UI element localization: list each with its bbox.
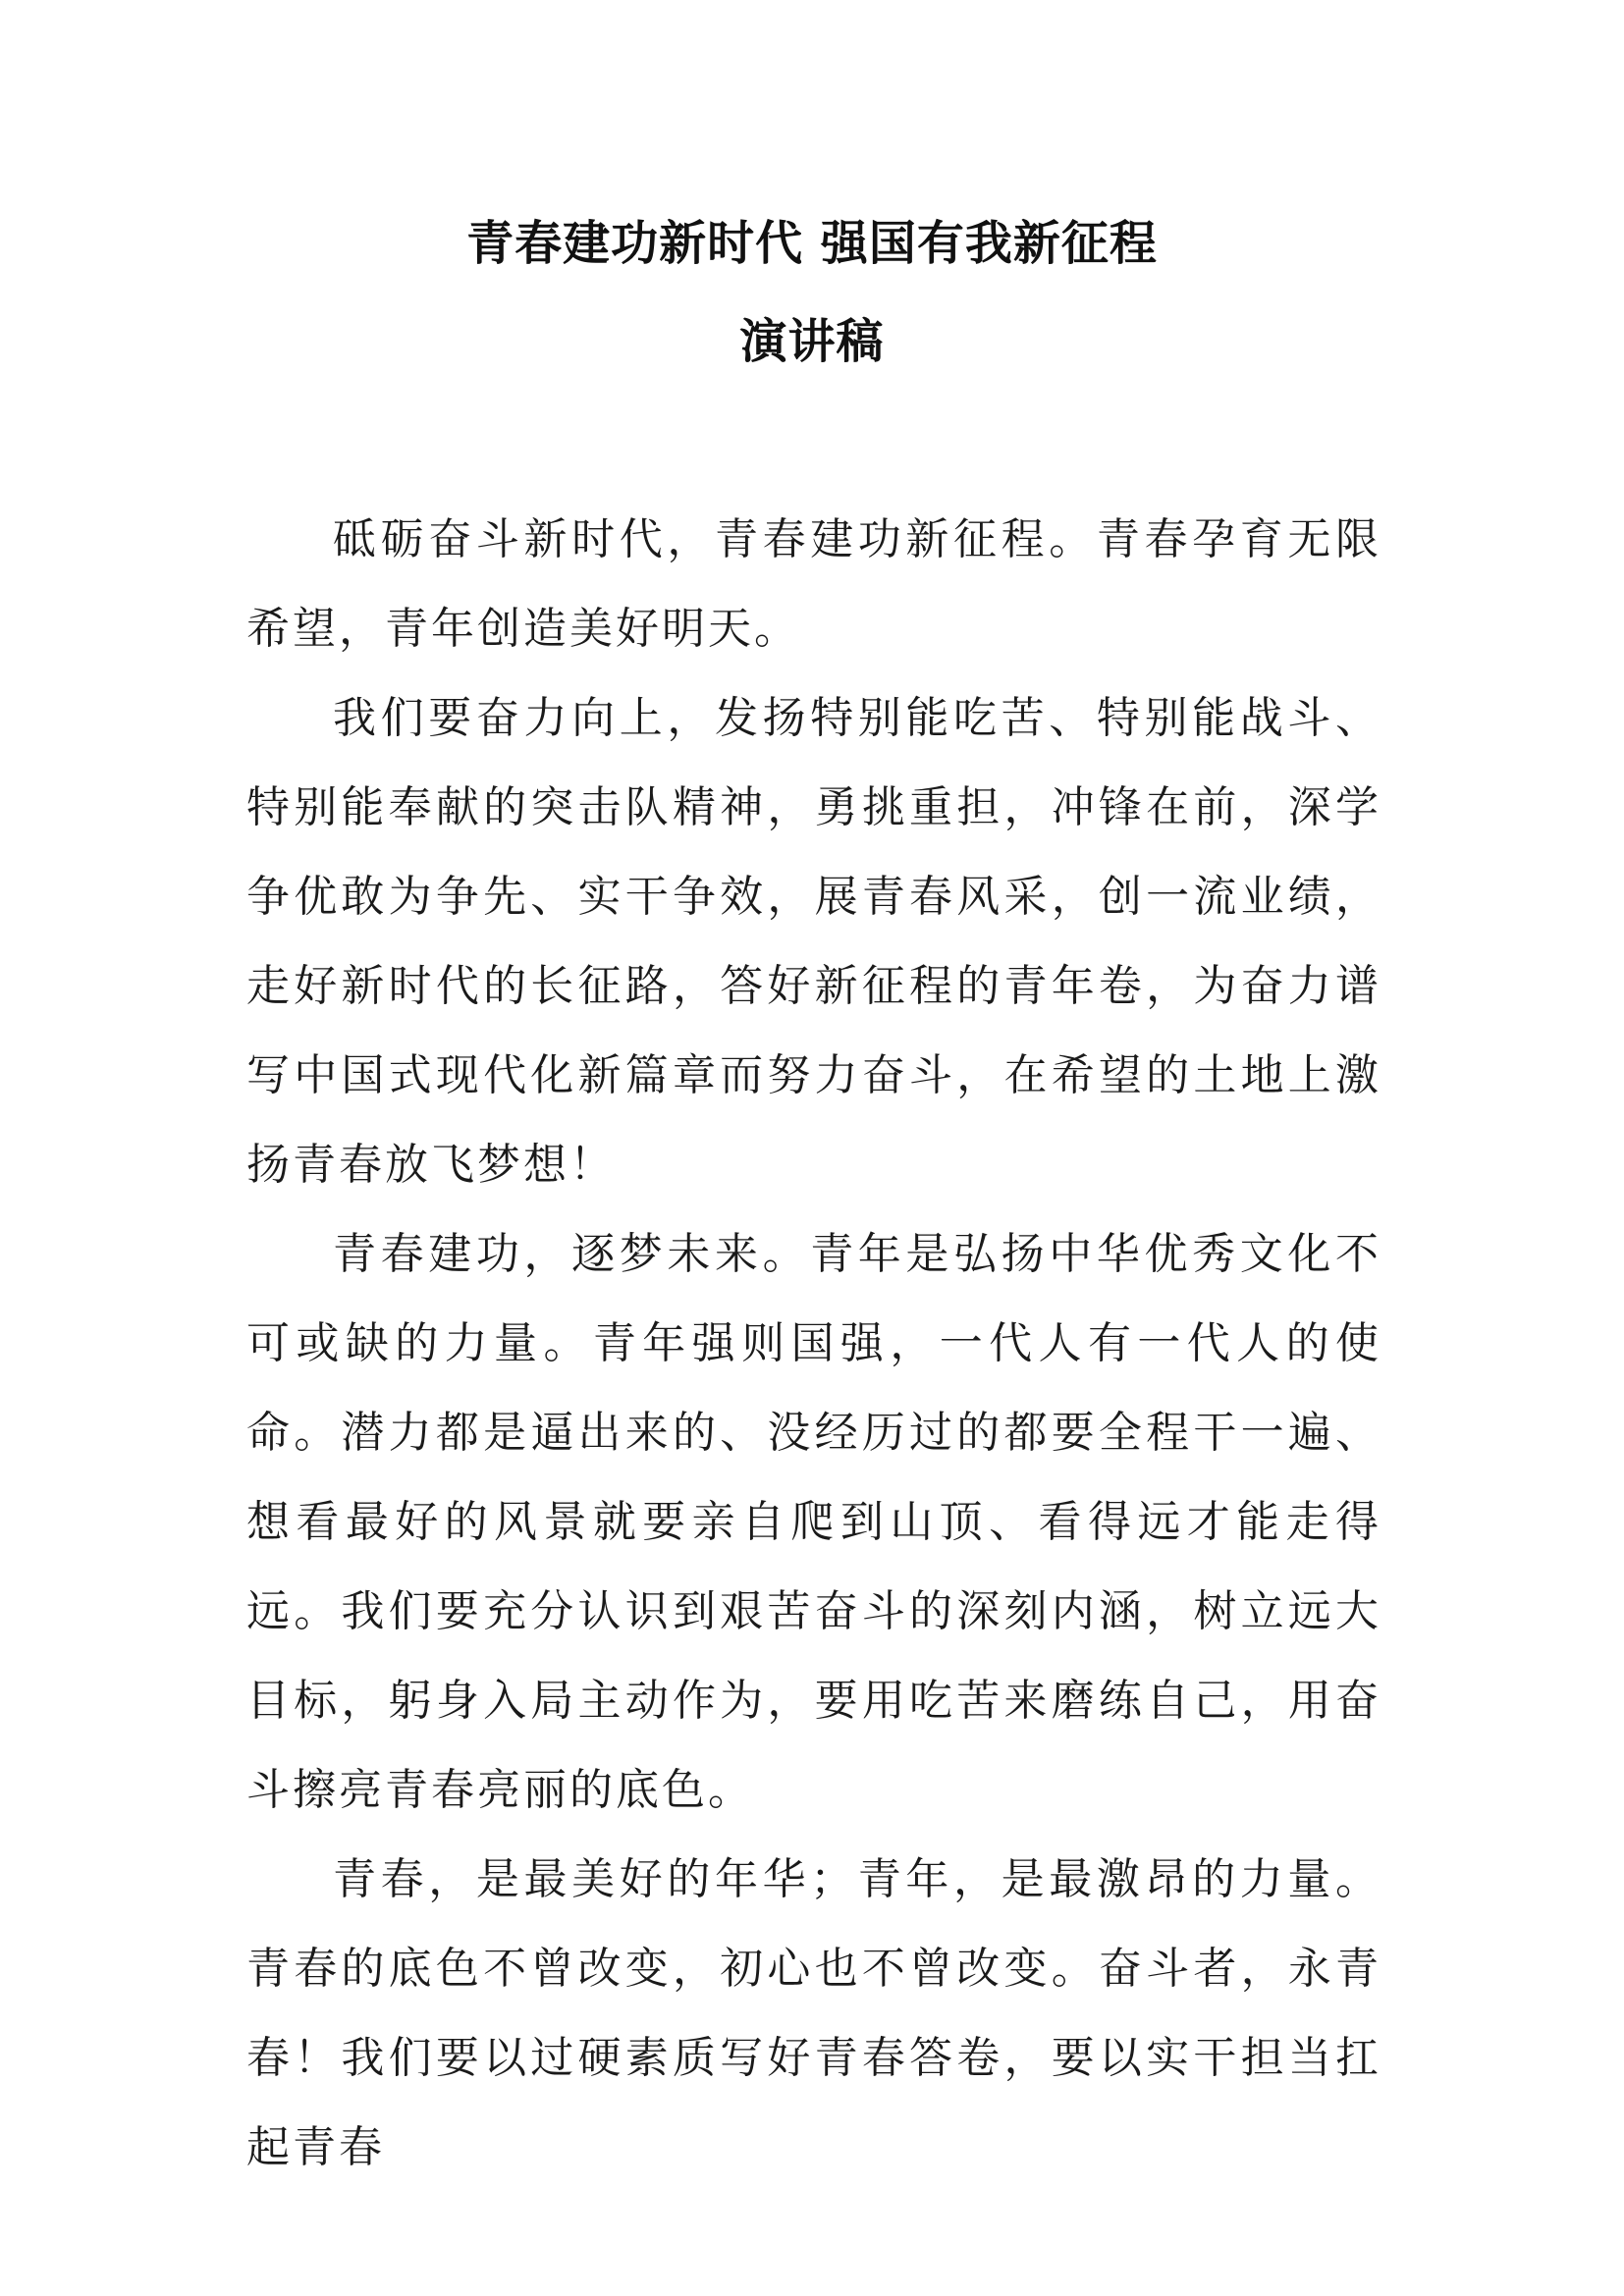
document-title: 青春建功新时代 强国有我新征程 (466, 216, 1158, 271)
paragraph-3: 青春建功，逐梦未来。青年是弘扬中华优秀文化不可或缺的力量。青年强则国强，一代人有一代人的使命。潜力都是逼出来的、没经历过的都要全程干一遍、想看最好的风景就要亲自爬到山顶、看得远才能走得远。我们要充分认识到艰苦奋斗的深刻内涵，树立远大目标，躬身入局主动作为，要用吃苦来磨练自己，用奋斗擦亮青春亮丽的底色。 (246, 1229, 1381, 1815)
paragraph-1: 砥砺奋斗新时代，青春建功新征程。青春孕育无限希望，青年创造美好明天。 (246, 514, 1381, 654)
paragraph-4: 青春，是最美好的年华；青年，是最激昂的力量。青春的底色不曾改变，初心也不曾改变。奋斗者，永青春！我们要以过硬素质写好青春答卷，要以实干担当扛起青春 (246, 1854, 1381, 2172)
document-subtitle: 演讲稿 (739, 314, 885, 369)
document-body (246, 495, 1381, 2192)
paragraph-2: 我们要奋力向上，发扬特别能吃苦、特别能战斗、特别能奉献的突击队精神，勇挑重担，冲锋在前，深学争优敢为争先、实干争效，展青春风采，创一流业绩，走好新时代的长征路，答好新征程的青年卷，为奋力谱写中国式现代化新篇章而努力奋斗，在希望的土地上激扬青春放飞梦想！ (246, 693, 1381, 1190)
